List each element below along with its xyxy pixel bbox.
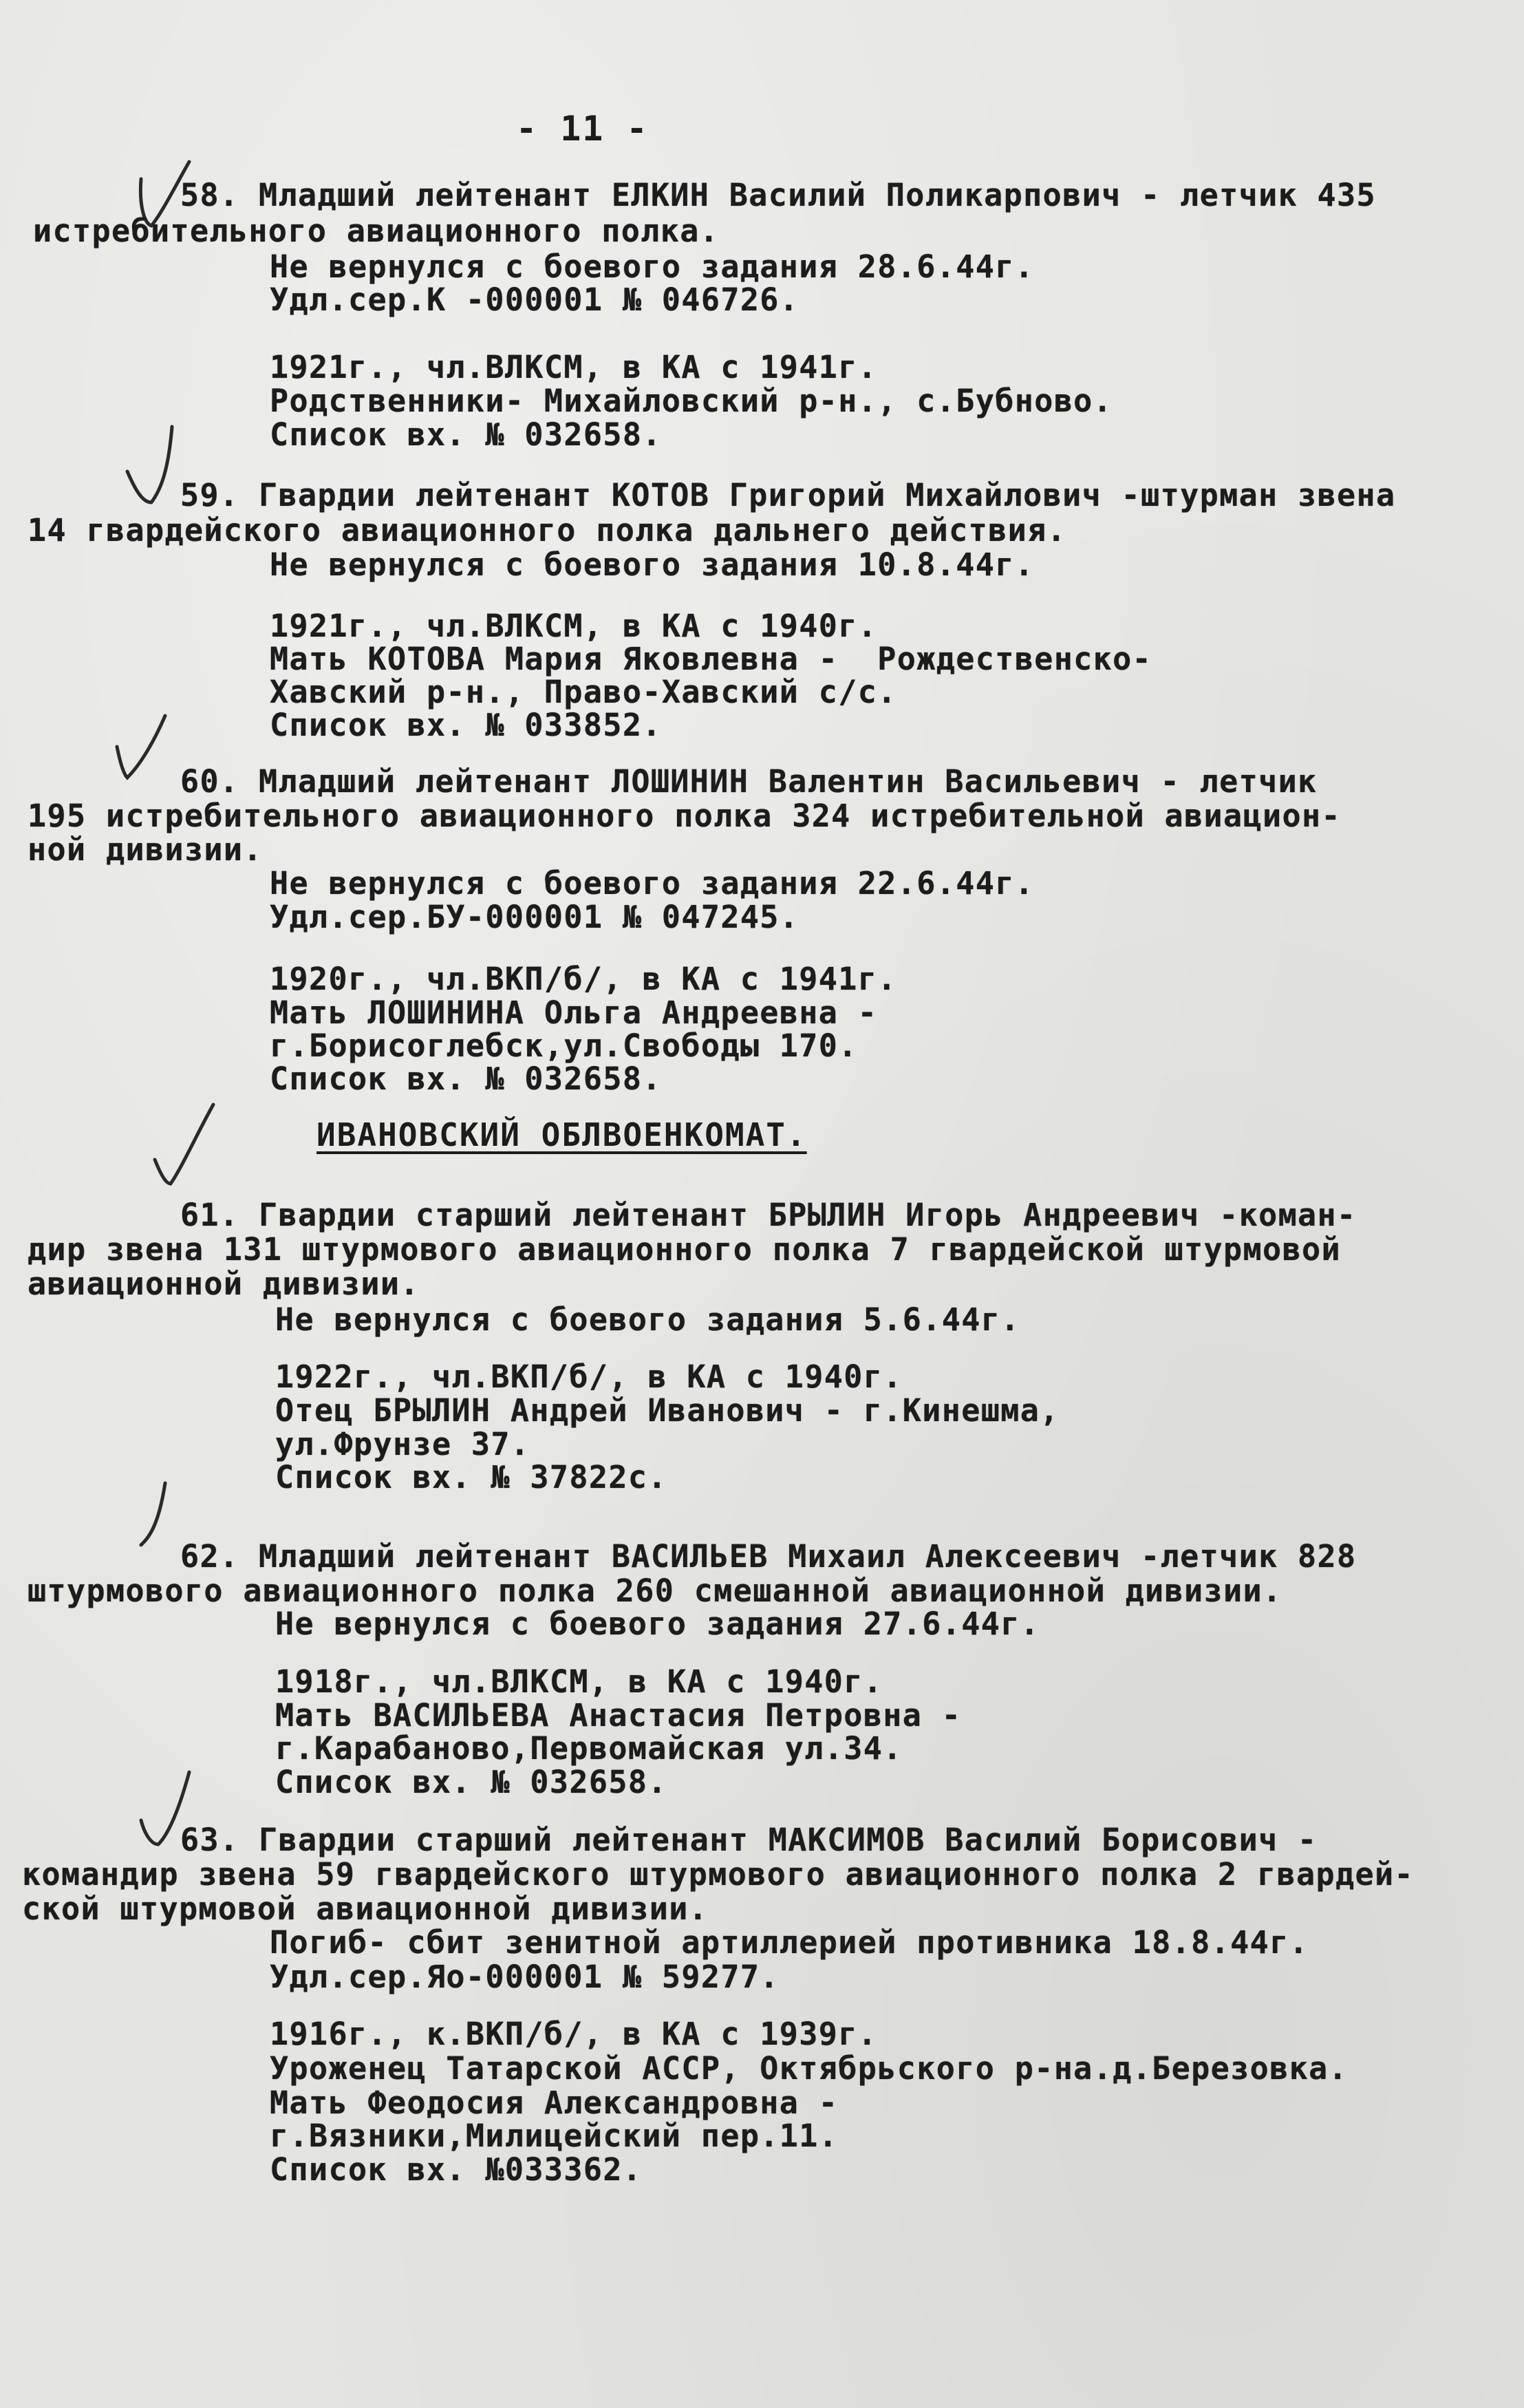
record-line: Погиб- сбит зенитной артиллерией противника 18.8.44г. — [270, 1924, 1309, 1961]
record-line: ул.Фрунзе 37. — [275, 1426, 530, 1462]
record-line: 1920г., чл.ВКП/б/, в КА с 1941г. — [270, 961, 897, 997]
record-line: 1918г., чл.ВЛКСМ, в КА с 1940г. — [275, 1663, 883, 1700]
record-line: Список вх. № 032658. — [270, 1061, 662, 1097]
record-line: 63. Гвардии старший лейтенант МАКСИМОВ Василий Борисович - — [180, 1822, 1318, 1858]
record-line: г.Карабаново,Первомайская ул.34. — [275, 1730, 903, 1767]
record-line: Не вернулся с боевого задания 27.6.44г. — [275, 1606, 1040, 1642]
record-line: Мать КОТОВА Мария Яковлевна - Рождественско- — [270, 641, 1152, 677]
record-line: 60. Младший лейтенант ЛОШИНИН Валентин Васильевич - летчик — [180, 763, 1318, 800]
record-line: Не вернулся с боевого задания 5.6.44г. — [275, 1301, 1020, 1338]
record-line: командир звена 59 гвардейского штурмового авиационного полка 2 гвардей- — [22, 1856, 1414, 1893]
record-line: истребительного авиационного полка. — [33, 213, 720, 249]
record-line: Удл.сер.Яо-000001 № 59277. — [270, 1959, 780, 1995]
record-line: 1916г., к.ВКП/б/, в КА с 1939г. — [270, 2016, 878, 2052]
record-line: г.Борисоглебск,ул.Свободы 170. — [270, 1027, 858, 1064]
record-line: 14 гвардейского авиационного полка дальнего действия. — [28, 512, 1067, 548]
record-line: Список вх. № 033852. — [270, 707, 662, 743]
record-line: Мать Феодосия Александровна - — [270, 2085, 839, 2121]
record-line: 1921г., чл.ВЛКСМ, в КА с 1941г. — [270, 349, 878, 385]
record-line: Родственники- Михайловский р-н., с.Бубново. — [270, 383, 1113, 419]
page-number: - 11 - — [516, 109, 649, 149]
record-line: Отец БРЫЛИН Андрей Иванович - г.Кинешма, — [275, 1392, 1060, 1429]
record-line: Список вх. № 37822с. — [275, 1459, 667, 1495]
record-line: Не вернулся с боевого задания 22.6.44г. — [270, 865, 1035, 902]
record-line: Удл.сер.К -000001 № 046726. — [270, 281, 799, 318]
record-line: 62. Младший лейтенант ВАСИЛЬЕВ Михаил Алексеевич -летчик 828 — [180, 1538, 1357, 1575]
record-line: Удл.сер.БУ-000001 № 047245. — [270, 899, 799, 935]
record-line: Список вх. № 032658. — [275, 1764, 667, 1800]
record-line: Мать ВАСИЛЬЕВА Анастасия Петровна - — [275, 1697, 962, 1734]
record-line: 195 истребительного авиационного полка 324 истребительной авиацион- — [28, 798, 1341, 834]
record-line: штурмового авиационного полка 260 смешанной авиационной дивизии. — [28, 1573, 1282, 1609]
record-line: 61. Гвардии старший лейтенант БРЫЛИН Игорь Андреевич -коман- — [180, 1197, 1357, 1233]
record-line: Не вернулся с боевого задания 28.6.44г. — [270, 248, 1035, 285]
record-line: г.Вязники,Милицейский пер.11. — [270, 2118, 839, 2154]
record-line: Список вх. № 032658. — [270, 416, 662, 453]
record-line: 1922г., чл.ВКП/б/, в КА с 1940г. — [275, 1359, 903, 1395]
section-title: ИВАНОВСКИЙ ОБЛВОЕНКОМАТ. — [316, 1116, 807, 1153]
record-line: Не вернулся с боевого задания 10.8.44г. — [270, 546, 1035, 583]
record-line: 58. Младший лейтенант ЕЛКИН Василий Поликарпович - летчик 435 — [180, 177, 1377, 213]
record-line: Уроженец Татарской АССР, Октябрьского р-на.д.Березовка. — [270, 2050, 1349, 2087]
record-line: авиационной дивизии. — [28, 1266, 420, 1302]
record-line: 59. Гвардии лейтенант КОТОВ Григорий Михайлович -штурман звена — [180, 477, 1396, 513]
record-line: Хавский р-н., Право-Хавский с/с. — [270, 674, 897, 710]
record-line: Список вх. №033362. — [270, 2151, 643, 2188]
checkmark-icon — [144, 1101, 227, 1211]
record-line: ской штурмовой авиационной дивизии. — [22, 1890, 709, 1927]
record-line: ной дивизии. — [28, 831, 263, 868]
record-line: дир звена 131 штурмового авиационного полка 7 гвардейской штурмовой — [28, 1231, 1341, 1268]
record-line: Мать ЛОШИНИНА Ольга Андреевна - — [270, 994, 878, 1031]
record-line: 1921г., чл.ВЛКСМ, в КА с 1940г. — [270, 608, 878, 644]
